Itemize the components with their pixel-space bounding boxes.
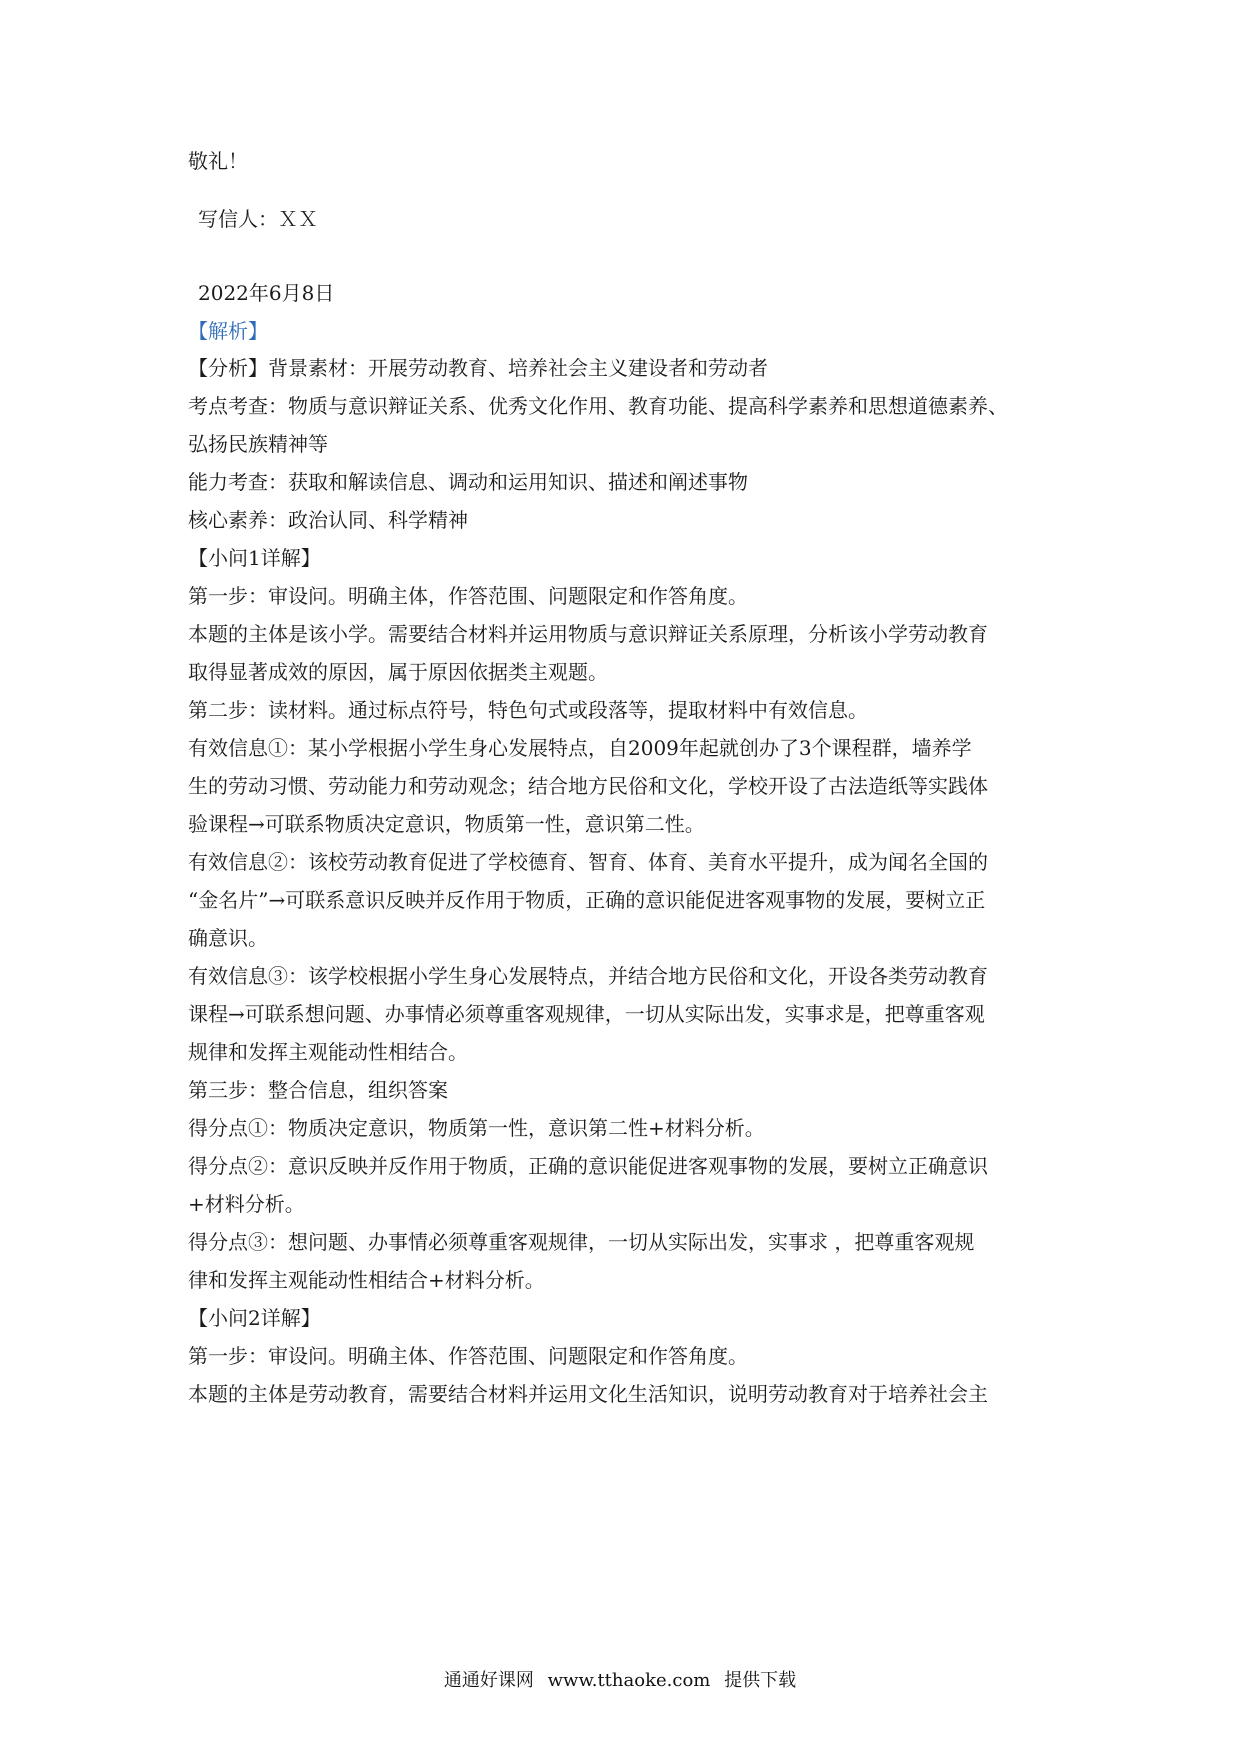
letter-signature: 写信人：ＸＸ (198, 207, 318, 231)
text-line: 第三步：整合信息，组织答案 (188, 1078, 448, 1102)
text-line: 得分点③：想问题、办事情必须尊重客观规律，一切从实际出发，实事求 ，把尊重客观规 (188, 1230, 975, 1254)
text-line: 本题的主体是该小学。需要结合材料并运用物质与意识辩证关系原理，分析该小学劳动教育 (188, 622, 988, 646)
letter-date: 2022年6月8日 (198, 281, 335, 305)
footer-download-text: 提供下载 (724, 1670, 797, 1691)
text-line: 【分析】背景素材：开展劳动教育、培养社会主义建设者和劳动者 (188, 356, 768, 380)
text-line: 得分点②：意识反映并反作用于物质，正确的意识能促进客观事物的发展，要树立正确意识 (188, 1154, 988, 1178)
text-line: “金名片”→可联系意识反映并反作用于物质，正确的意识能促进客观事物的发展，要树立正 (188, 888, 986, 912)
text-line: 得分点①：物质决定意识，物质第一性，意识第二性+材料分析。 (188, 1116, 765, 1140)
text-line: 第一步：审设问。明确主体、作答范围、问题限定和作答角度。 (188, 1344, 748, 1368)
text-line: 核心素养：政治认同、科学精神 (188, 508, 468, 532)
footer-site-name: 通通好课网 (443, 1670, 534, 1691)
text-line: 考点考查：物质与意识辩证关系、优秀文化作用、教育功能、提高科学素养和思想道德素养、 (188, 394, 1008, 418)
text-line: 律和发挥主观能动性相结合+材料分析。 (188, 1268, 545, 1292)
section-heading-analysis: 【解析】 (188, 319, 268, 343)
subquestion-1-heading: 【小问1详解】 (188, 546, 321, 570)
subquestion-2-heading: 【小问2详解】 (188, 1306, 321, 1330)
text-line: 确意识。 (188, 926, 268, 950)
text-line: 课程→可联系想问题、办事情必须尊重客观规律，一切从实际出发，实事求是，把尊重客观 (188, 1002, 985, 1026)
text-line: 有效信息②：该校劳动教育促进了学校德育、智育、体育、美育水平提升，成为闻名全国的 (188, 850, 988, 874)
text-line: 取得显著成效的原因，属于原因依据类主观题。 (188, 660, 608, 684)
text-line: 能力考查：获取和解读信息、调动和运用知识、描述和阐述事物 (188, 470, 748, 494)
footer-url: www.tthaoke.com (547, 1670, 711, 1691)
text-line: 第一步：审设问。明确主体，作答范围、问题限定和作答角度。 (188, 584, 748, 608)
text-line: 有效信息①：某小学根据小学生身心发展特点，自2009年起就创办了3个课程群，墙养学 (188, 736, 972, 760)
text-line: 规律和发挥主观能动性相结合。 (188, 1040, 468, 1064)
text-line: 验课程→可联系物质决定意识，物质第一性，意识第二性。 (188, 812, 705, 836)
page-footer (0, 1666, 1240, 1692)
text-line: 第二步：读材料。通过标点符号，特色句式或段落等，提取材料中有效信息。 (188, 698, 868, 722)
text-line: 有效信息③：该学校根据小学生身心发展特点，并结合地方民俗和文化，开设各类劳动教育 (188, 964, 988, 988)
closing-salute: 敬礼！ (188, 149, 248, 173)
text-line: 弘扬民族精神等 (188, 432, 328, 456)
text-line: +材料分析。 (188, 1192, 305, 1216)
text-line: 生的劳动习惯、劳动能力和劳动观念；结合地方民俗和文化，学校开设了古法造纸等实践体 (188, 774, 988, 798)
text-line: 本题的主体是劳动教育，需要结合材料并运用文化生活知识，说明劳动教育对于培养社会主 (188, 1382, 988, 1406)
